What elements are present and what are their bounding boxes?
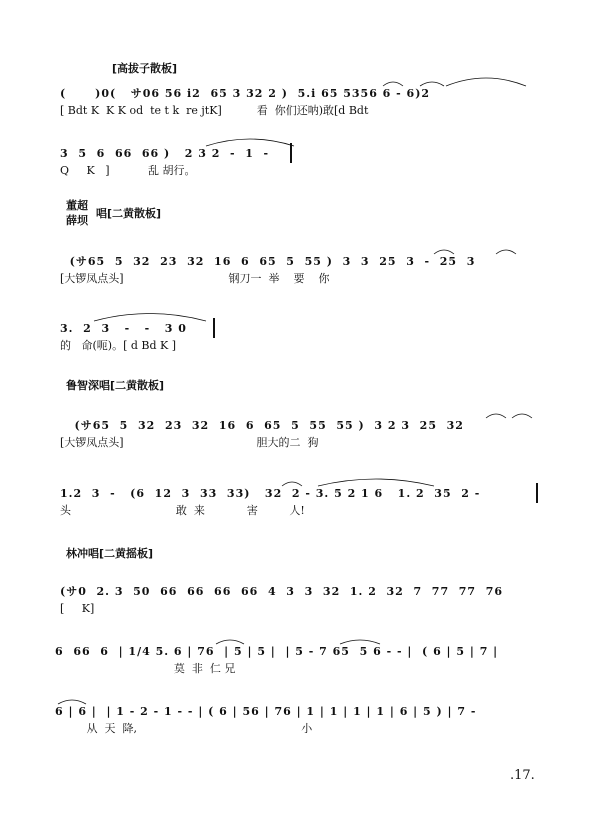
section-4-music-row-3: 6 | 6 | | 1 - 2 - 1 - - | ( 6 | 56 | 76 | 1 | 1 | 1 | 1 | 6 | 5 ) | 7 - xyxy=(55,705,477,718)
section-4-music-row-1: (サ0 2. 3 50 66 66 66 66 4 3 3 32 1. 2 32 7 77 77 76 xyxy=(60,585,504,598)
section-1-lyrics-row-2: Q K ] 乱 胡行。 xyxy=(60,164,196,177)
section-3-music-row-2: 1.2 3 - (6 12 3 33 33) 32 2 - 3. 5 2 1 6 1. 2 35 2 - xyxy=(60,487,481,500)
section-4-music-row-2: 6 66 6 | 1/4 5. 6 | 76 | 5 | 5 | | 5 - 7 65 5 6 - - | ( 6 | 5 | 7 | xyxy=(55,645,499,658)
section-2-lyrics-row-1: [大锣凤点头] 钢刀一 举 要 你 xyxy=(60,272,330,285)
section-1-header: [高拔子散板] xyxy=(112,62,178,75)
section-1-music-row-2: 3 5 6 66 66 ) 2 3 2 - 1 - xyxy=(60,147,270,160)
section-1-lyrics-row-1: [ Bdt K K K od te t k re jtK] 看 你们还呐)敢[d Bdt xyxy=(60,104,369,117)
section-4-header: 林冲唱[二黄摇板] xyxy=(66,547,154,560)
section-4-lyrics-row-2: 莫 非 仁 兄 xyxy=(55,662,236,675)
section-2-music-row-1: (サ65 5 32 23 32 16 6 65 5 55 ) 3 3 25 3 - 25 3 xyxy=(60,255,476,268)
section-3-music-row-1: (サ65 5 32 23 32 16 6 65 5 55 55 ) 3 2 3 25 32 xyxy=(60,419,464,432)
section-4-lyrics-row-3: 从 天 降, 小 xyxy=(55,722,313,735)
section-2-lyrics-row-2: 的 命(呃)。[ d Bd K ] xyxy=(60,339,177,352)
section-2-header-singer-1: 董超 xyxy=(66,199,88,212)
section-4-lyrics-row-1: [ K] xyxy=(60,602,95,615)
section-3-lyrics-row-2: 头 敢 来 害 人! xyxy=(60,504,305,517)
section-1-music-row-1: ( )0( サ06 56 i2 65 3 32 2 ) 5.i 65 5356 6 - 6)2 xyxy=(60,87,431,100)
section-3-lyrics-row-1: [大锣凤点头] 胆大的二 狗 xyxy=(60,436,319,449)
section-3-header: 鲁智深唱[二黄散板] xyxy=(66,379,165,392)
page-number: .17. xyxy=(510,768,535,783)
section-2-header-tune: 唱[二黄散板] xyxy=(96,207,162,220)
section-2-header-singer-2: 薛坝 xyxy=(66,214,88,227)
section-2-music-row-2: 3. 2 3 - - 3 0 xyxy=(60,322,187,335)
